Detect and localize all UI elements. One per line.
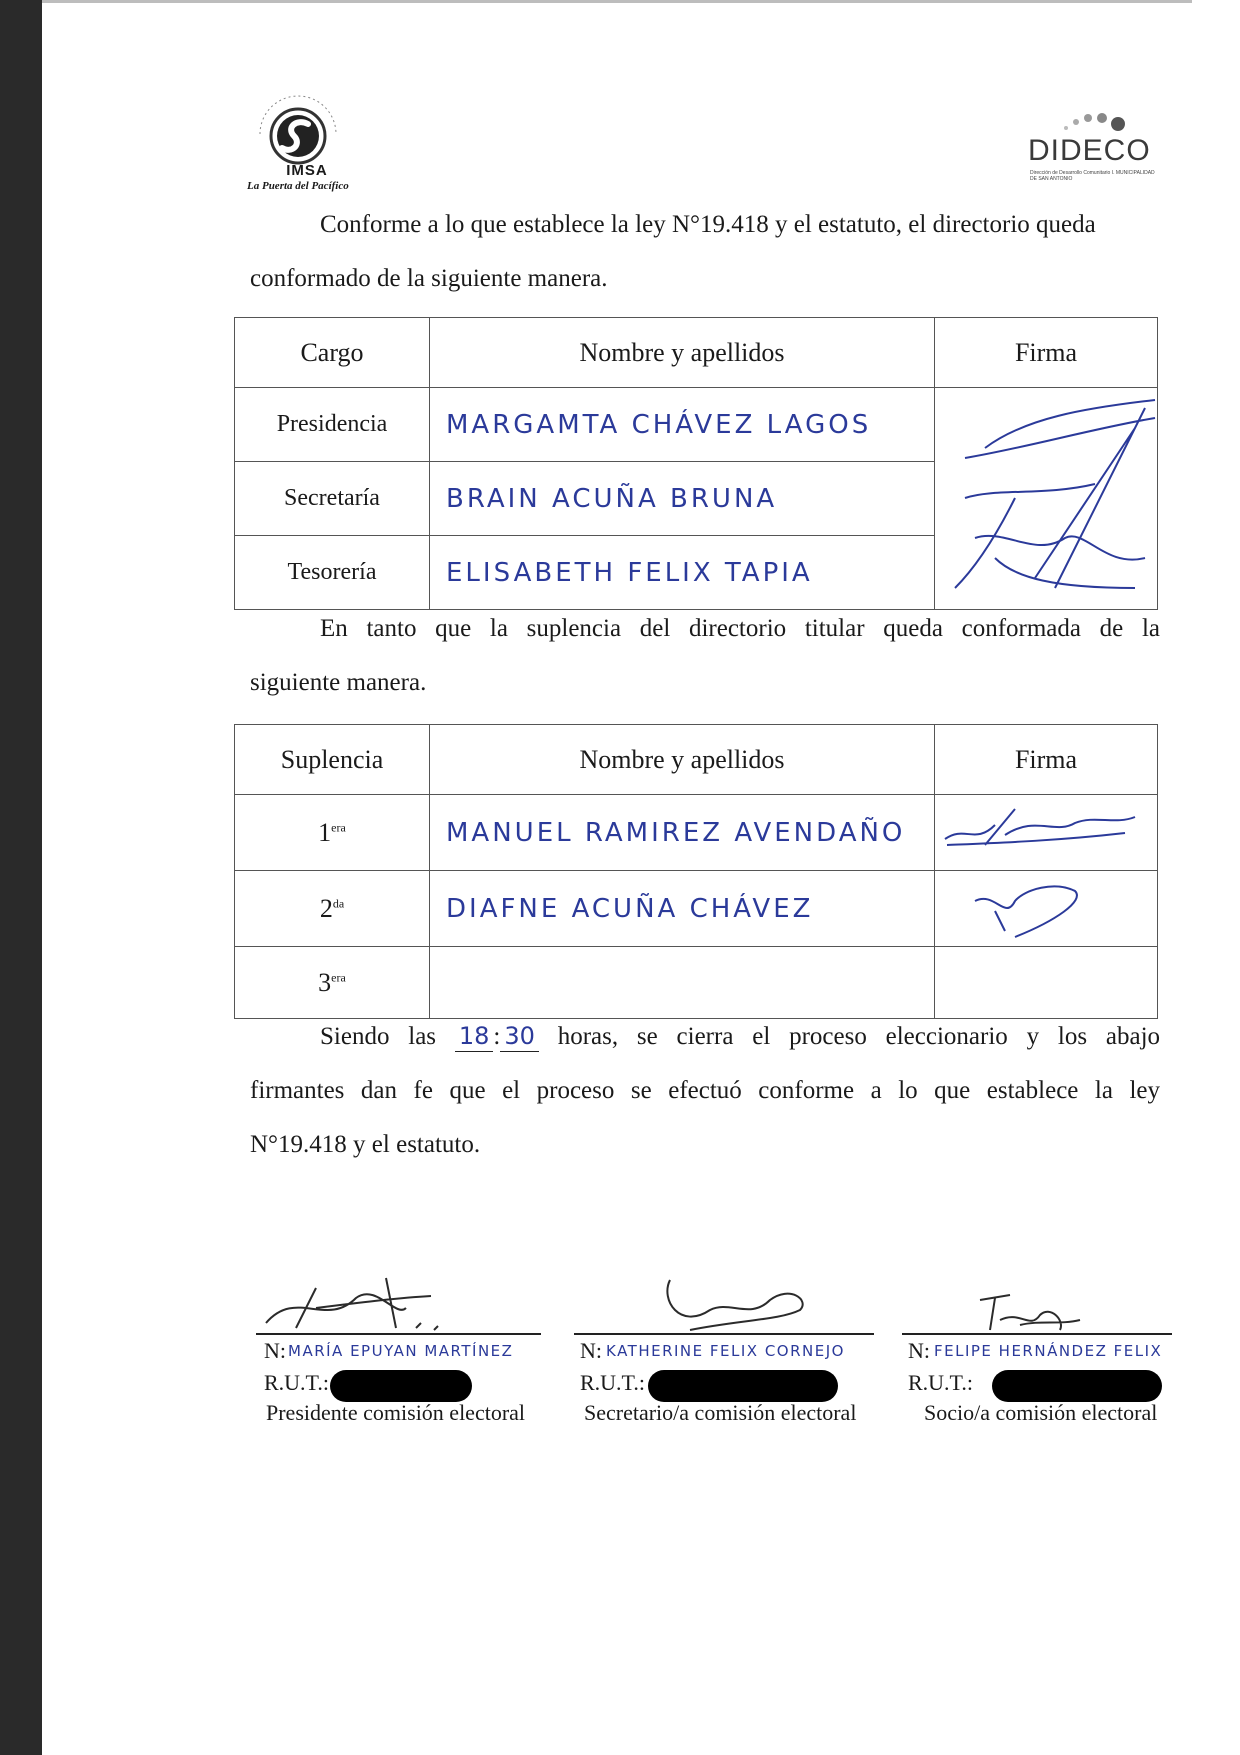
substitutes-table-header xyxy=(235,725,1158,795)
ordinal-1: $1^{era}$ xyxy=(235,795,430,871)
table-row xyxy=(235,795,1158,871)
closing-hour: 18 xyxy=(455,1021,494,1052)
scan-border-left xyxy=(0,0,42,1755)
table-row xyxy=(235,871,1158,947)
firma-cell-1 xyxy=(935,795,1158,871)
header-nombre: Nombre y apellidos xyxy=(430,318,935,388)
name-tesoreria: ELISABETH FELIX TAPIA xyxy=(430,536,935,610)
header-firma: Firma xyxy=(935,725,1158,795)
dideco-subtitle: Dirección de Desarrollo Comunitario I. MUNICIPALIDAD DE SAN ANTONIO xyxy=(1030,170,1155,182)
name-secretaria: BRAIN ACUÑA BRUNA xyxy=(430,462,935,536)
role-member: Socio/a comisión electoral xyxy=(924,1400,1158,1425)
ordinal-3: $3^{era}$ xyxy=(235,947,430,1019)
redaction-rut-secretary xyxy=(648,1370,838,1402)
closing-sep: : xyxy=(493,1023,501,1050)
substitutes-paragraph xyxy=(250,602,1160,710)
intro-paragraph xyxy=(250,198,1160,306)
scan-border-top xyxy=(42,0,1192,3)
imsa-slogan: La Puerta del Pacífico xyxy=(247,180,349,192)
table-row xyxy=(235,947,1158,1019)
redaction-rut-president xyxy=(330,1370,472,1402)
n-label-secretary: N: xyxy=(580,1338,602,1363)
closing-paragraph xyxy=(250,1010,1160,1172)
role-secretary: Secretario/a comisión electoral xyxy=(584,1400,857,1425)
closing-post: horas, se cierra el proceso eleccionario y los abajo xyxy=(557,1023,1161,1050)
header-suplencia: Suplencia xyxy=(235,725,430,795)
substitutes-line-1: En tanto que la suplencia del directorio titular queda conformada de la xyxy=(320,615,1160,642)
substitutes-table xyxy=(234,724,1158,1019)
signature-suplente-1-icon xyxy=(935,795,1157,865)
rut-label-secretary: R.U.T.: xyxy=(580,1370,645,1395)
header-firma: Firma xyxy=(935,318,1158,388)
closing-minute: 30 xyxy=(500,1021,539,1052)
signature-secretary-icon xyxy=(650,1270,830,1340)
signature-line-member xyxy=(902,1333,1172,1335)
role-tesoreria: Tesorería xyxy=(235,536,430,610)
role-president: Presidente comisión electoral xyxy=(266,1400,526,1425)
name-suplente-3 xyxy=(430,947,935,1019)
signature-line-secretary xyxy=(574,1333,874,1335)
dideco-name: DIDECO xyxy=(1028,134,1151,167)
firma-cell-board xyxy=(935,388,1158,610)
role-secretaria: Secretaría xyxy=(235,462,430,536)
board-table-header xyxy=(235,318,1158,388)
header-nombre: Nombre y apellidos xyxy=(430,725,935,795)
n-label-president: N: xyxy=(264,1338,286,1363)
header-cargo: Cargo xyxy=(235,318,430,388)
firma-cell-2 xyxy=(935,871,1158,947)
imsa-name: IMSA xyxy=(286,162,328,179)
table-row xyxy=(235,388,1158,462)
name-presidencia: MARGAMTA CHÁVEZ LAGOS xyxy=(430,388,935,462)
closing-line-3: N°19.418 y el estatuto. xyxy=(250,1131,481,1158)
intro-line-2: conformado de la siguiente manera. xyxy=(250,265,608,292)
signature-suplente-2-icon xyxy=(935,871,1157,941)
rut-label-president: R.U.T.: xyxy=(264,1370,329,1395)
name-suplente-1: MANUEL RAMIREZ AVENDAÑO xyxy=(430,795,935,871)
rut-label-member: R.U.T.: xyxy=(908,1370,973,1395)
name-president: MARÍA EPUYAN MARTÍNEZ xyxy=(288,1342,514,1360)
signature-president-icon xyxy=(256,1268,486,1338)
closing-pre: Siendo las xyxy=(320,1023,437,1050)
role-presidencia: Presidencia xyxy=(235,388,430,462)
board-table xyxy=(234,317,1158,610)
redaction-rut-member xyxy=(992,1370,1162,1402)
intro-line-1: Conforme a lo que establece la ley N°19.418 y el estatuto, el directorio queda xyxy=(320,211,1096,238)
name-suplente-2: DIAFNE ACUÑA CHÁVEZ xyxy=(430,871,935,947)
n-label-member: N: xyxy=(908,1338,930,1363)
ordinal-2: $2^{da}$ xyxy=(235,871,430,947)
name-member: FELIPE HERNÁNDEZ FELIX xyxy=(934,1342,1163,1360)
firma-cell-3 xyxy=(935,947,1158,1019)
substitutes-line-2: siguiente manera. xyxy=(250,669,427,696)
closing-line-2: firmantes dan fe que el proceso se efectuó conforme a lo que establece la ley xyxy=(250,1077,1160,1104)
name-secretary: KATHERINE FELIX CORNEJO xyxy=(606,1342,845,1360)
signature-line-president xyxy=(256,1333,541,1335)
signature-board-icon xyxy=(935,388,1157,604)
